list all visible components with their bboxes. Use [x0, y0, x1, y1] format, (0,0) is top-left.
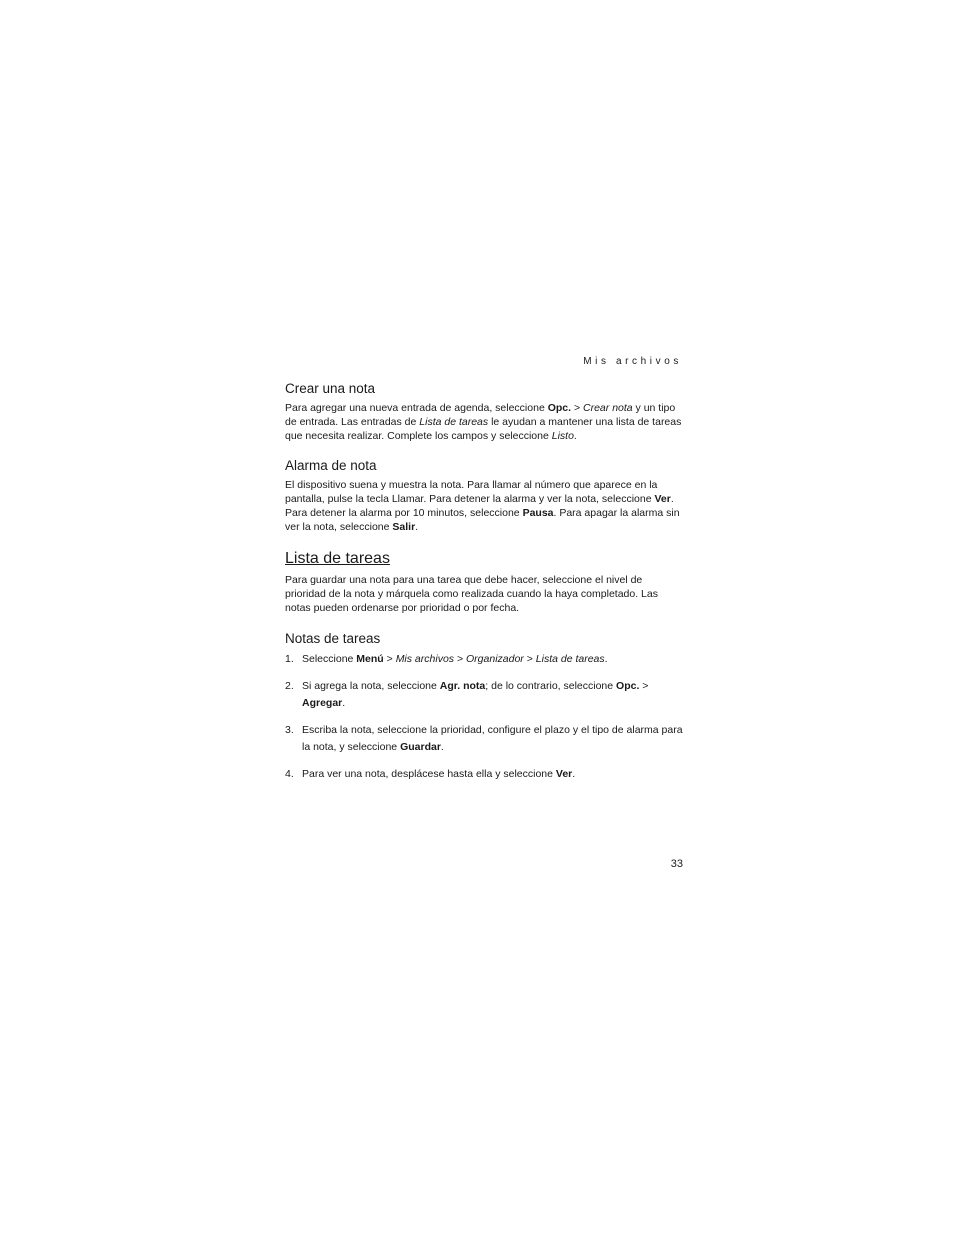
menu-term-opc: Opc.	[616, 680, 640, 692]
menu-term-opc: Opc.	[547, 402, 572, 414]
text-run: .	[415, 521, 419, 533]
page-number: 33	[670, 858, 683, 870]
list-item	[285, 722, 685, 756]
menu-term-lista-de-tareas: Lista de tareas	[419, 416, 489, 428]
text-run: Para agregar una nueva entrada de agenda, seleccione	[285, 402, 548, 414]
heading-notas-tareas: Notas de tareas	[285, 631, 381, 646]
section-lista-tareas	[285, 548, 685, 615]
text-run: >	[571, 402, 584, 414]
text-run: Para ver una nota, desplácese hasta ella y seleccione	[302, 768, 556, 780]
section-alarma-nota	[285, 457, 685, 534]
menu-term-listo: Listo	[551, 430, 574, 442]
paragraph-lista-tareas: Para guardar una nota para una tarea que debe hacer, seleccione el nivel de prioridad de la nota y márquela como realizada cuando la haya completado. Las notas pueden ordenarse por prioridad o por fecha.	[285, 574, 658, 614]
step-number: 1.	[285, 653, 294, 665]
menu-term-crear-nota: Crear nota	[583, 402, 633, 414]
section-crear-nota	[285, 380, 685, 443]
heading-alarma-nota: Alarma de nota	[285, 458, 377, 473]
text-run: .	[440, 741, 444, 753]
text-run: le ayudan a mantener una lista de tareas que necesita realizar. Complete los campos y seleccione	[285, 416, 682, 442]
section-notas-tareas	[285, 630, 685, 783]
text-run: .	[572, 768, 576, 780]
list-item	[285, 678, 685, 712]
text-run: >	[383, 653, 396, 665]
running-header: Mis archivos	[583, 356, 682, 367]
menu-term-agr-nota: Agr. nota	[439, 680, 486, 692]
text-run: .	[342, 697, 346, 709]
text-run: >	[639, 680, 649, 692]
list-item	[285, 651, 685, 668]
paragraph-alarma-nota	[285, 478, 685, 534]
text-run: Escriba la nota, seleccione la prioridad, configure el plazo y el tipo de alarma para la nota, y seleccione	[302, 724, 683, 753]
page-content	[285, 380, 685, 797]
paragraph-crear-nota	[285, 401, 685, 443]
menu-term-pausa: Pausa	[522, 507, 554, 519]
text-run: . Para apagar la alarma sin ver la nota, seleccione	[285, 507, 680, 533]
text-run: Si agrega la nota, seleccione	[302, 680, 440, 692]
text-run: >	[454, 653, 467, 665]
steps-list	[285, 651, 685, 783]
menu-term-ver: Ver	[654, 493, 671, 505]
menu-term-lista-de-tareas: Lista de tareas	[535, 653, 605, 665]
menu-term-menu: Menú	[356, 653, 384, 665]
text-run: Seleccione	[302, 653, 357, 665]
text-run: .	[604, 653, 608, 665]
menu-term-mis-archivos: Mis archivos	[395, 653, 455, 665]
menu-term-ver: Ver	[555, 768, 573, 780]
text-run: y un tipo de entrada. Las entradas de	[285, 402, 676, 428]
text-run: .	[573, 430, 577, 442]
menu-term-agregar: Agregar	[302, 697, 343, 709]
menu-term-organizador: Organizador	[466, 653, 524, 665]
heading-lista-tareas: Lista de tareas	[285, 550, 390, 567]
step-number: 3.	[285, 724, 294, 736]
heading-crear-nota: Crear una nota	[285, 381, 376, 396]
text-run: El dispositivo suena y muestra la nota. Para llamar al número que aparece en la pantalla, pulse la tecla Llamar. Para detener la alarma y ver la nota, seleccione	[285, 479, 658, 505]
step-number: 2.	[285, 680, 294, 692]
list-item	[285, 766, 685, 783]
text-run: >	[523, 653, 536, 665]
menu-term-salir: Salir	[392, 521, 416, 533]
step-number: 4.	[285, 768, 294, 780]
text-run: . Para detener la alarma por 10 minutos, seleccione	[285, 493, 674, 519]
text-run: ; de lo contrario, seleccione	[485, 680, 617, 692]
menu-term-guardar: Guardar	[400, 741, 441, 753]
